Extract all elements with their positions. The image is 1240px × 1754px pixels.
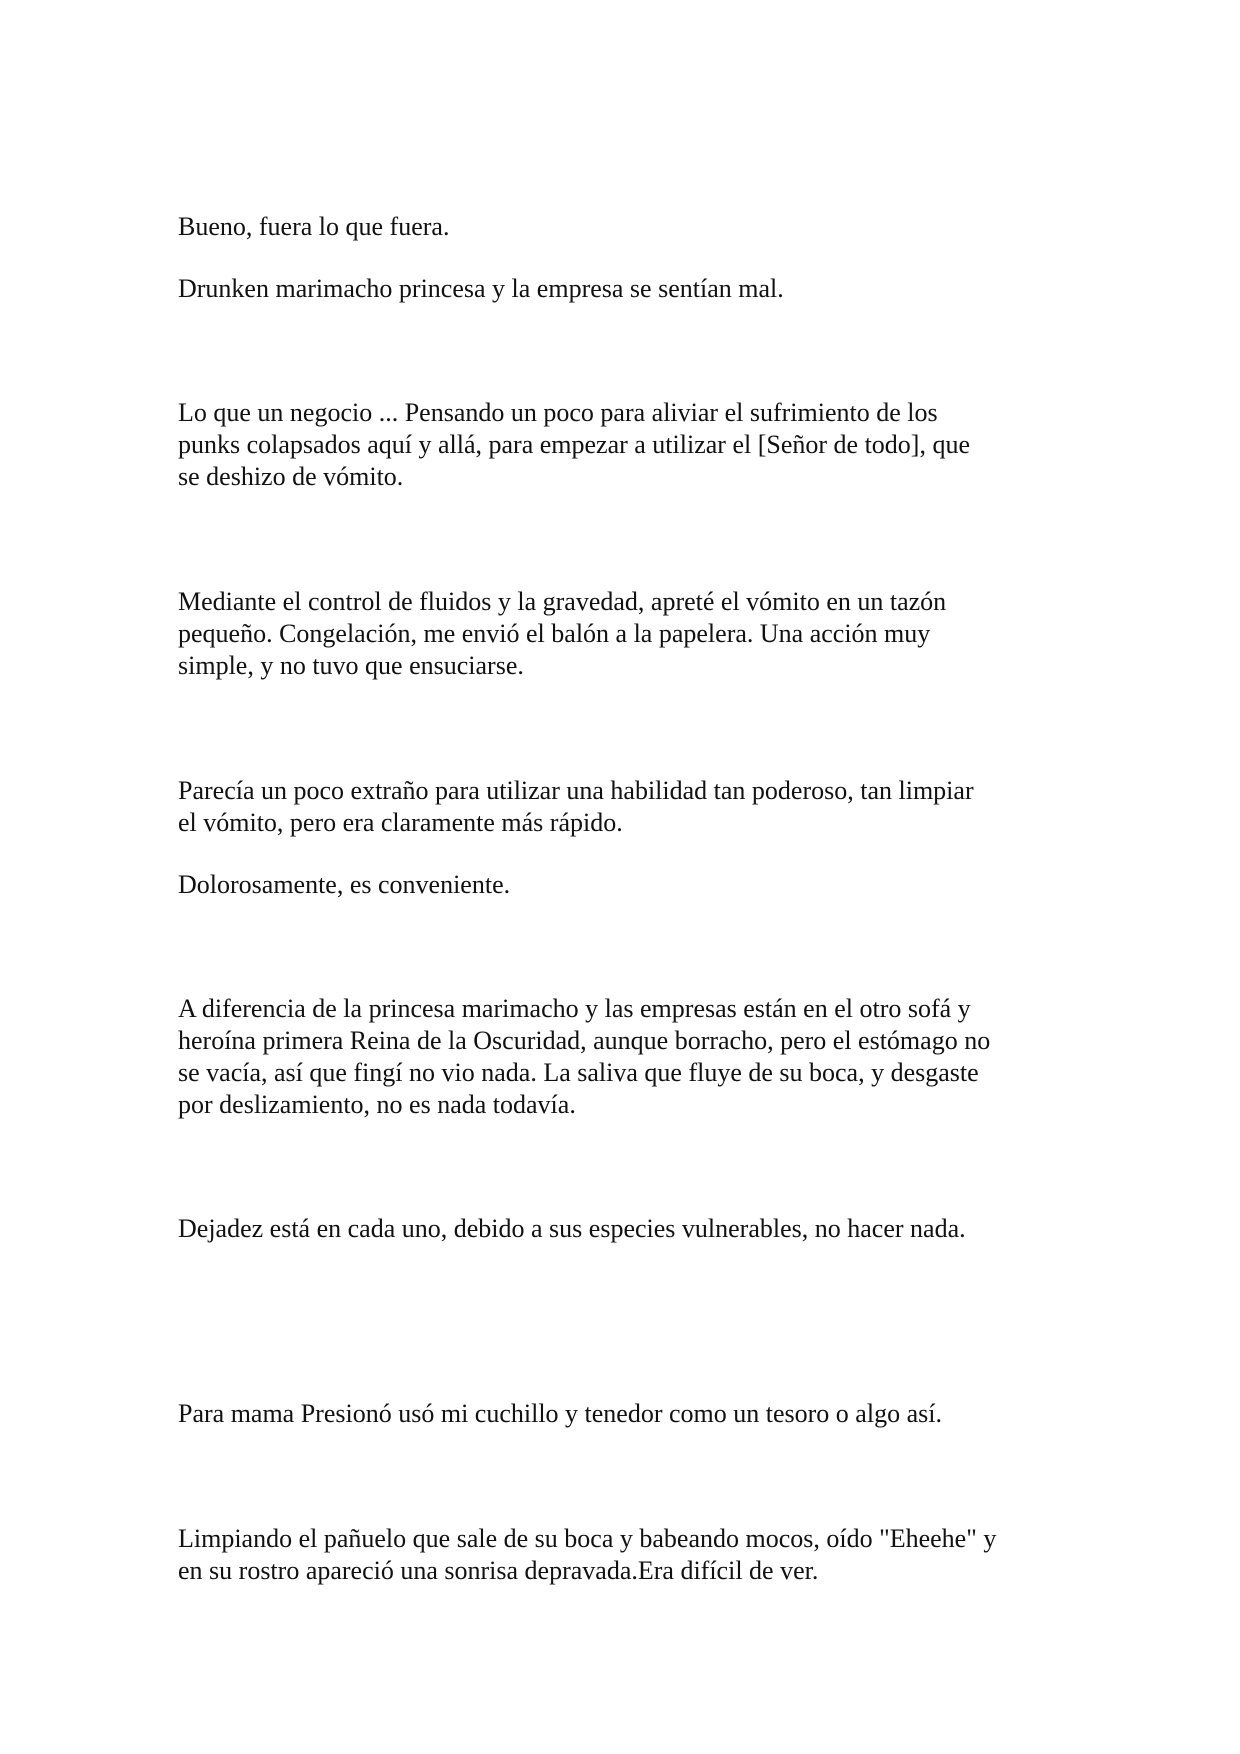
paragraph-2: Drunken marimacho princesa y la empresa se sentían mal. — [178, 274, 784, 303]
paragraph-3: Lo que un negocio ... Pensando un poco para aliviar el sufrimiento de los punks colapsados aquí y allá, para empezar a utilizar el [Señor de todo], que se deshizo de vómito. — [178, 398, 970, 491]
paragraph-8: Dejadez está en cada uno, debido a sus especies vulnerables, no hacer nada. — [178, 1214, 966, 1243]
paragraph-9: Para mama Presionó usó mi cuchillo y tenedor como un tesoro o algo así. — [178, 1399, 942, 1428]
paragraph-1: Bueno, fuera lo que fuera. — [178, 212, 450, 241]
paragraph-7: A diferencia de la princesa marimacho y las empresas están en el otro sofá y heroína primera Reina de la Oscuridad, aunque borracho, pero el estómago no se vacía, así que fingí no vio nada. La saliva que fluye de su boca, y desgaste por deslizamiento, no es nada todavía. — [178, 994, 991, 1119]
paragraph-5: Parecía un poco extraño para utilizar una habilidad tan poderoso, tan limpiar el vómito, pero era claramente más rápido. — [178, 776, 974, 837]
paragraph-4: Mediante el control de fluidos y la gravedad, apreté el vómito en un tazón pequeño. Congelación, me envió el balón a la papelera. Una acción muy simple, y no tuvo que ensuciarse. — [178, 587, 947, 680]
paragraph-6: Dolorosamente, es conveniente. — [178, 870, 511, 899]
paragraph-10: Limpiando el pañuelo que sale de su boca y babeando mocos, oído "Eheehe" y en su rostro apareció una sonrisa depravada.Era difícil de ver. — [178, 1524, 997, 1585]
